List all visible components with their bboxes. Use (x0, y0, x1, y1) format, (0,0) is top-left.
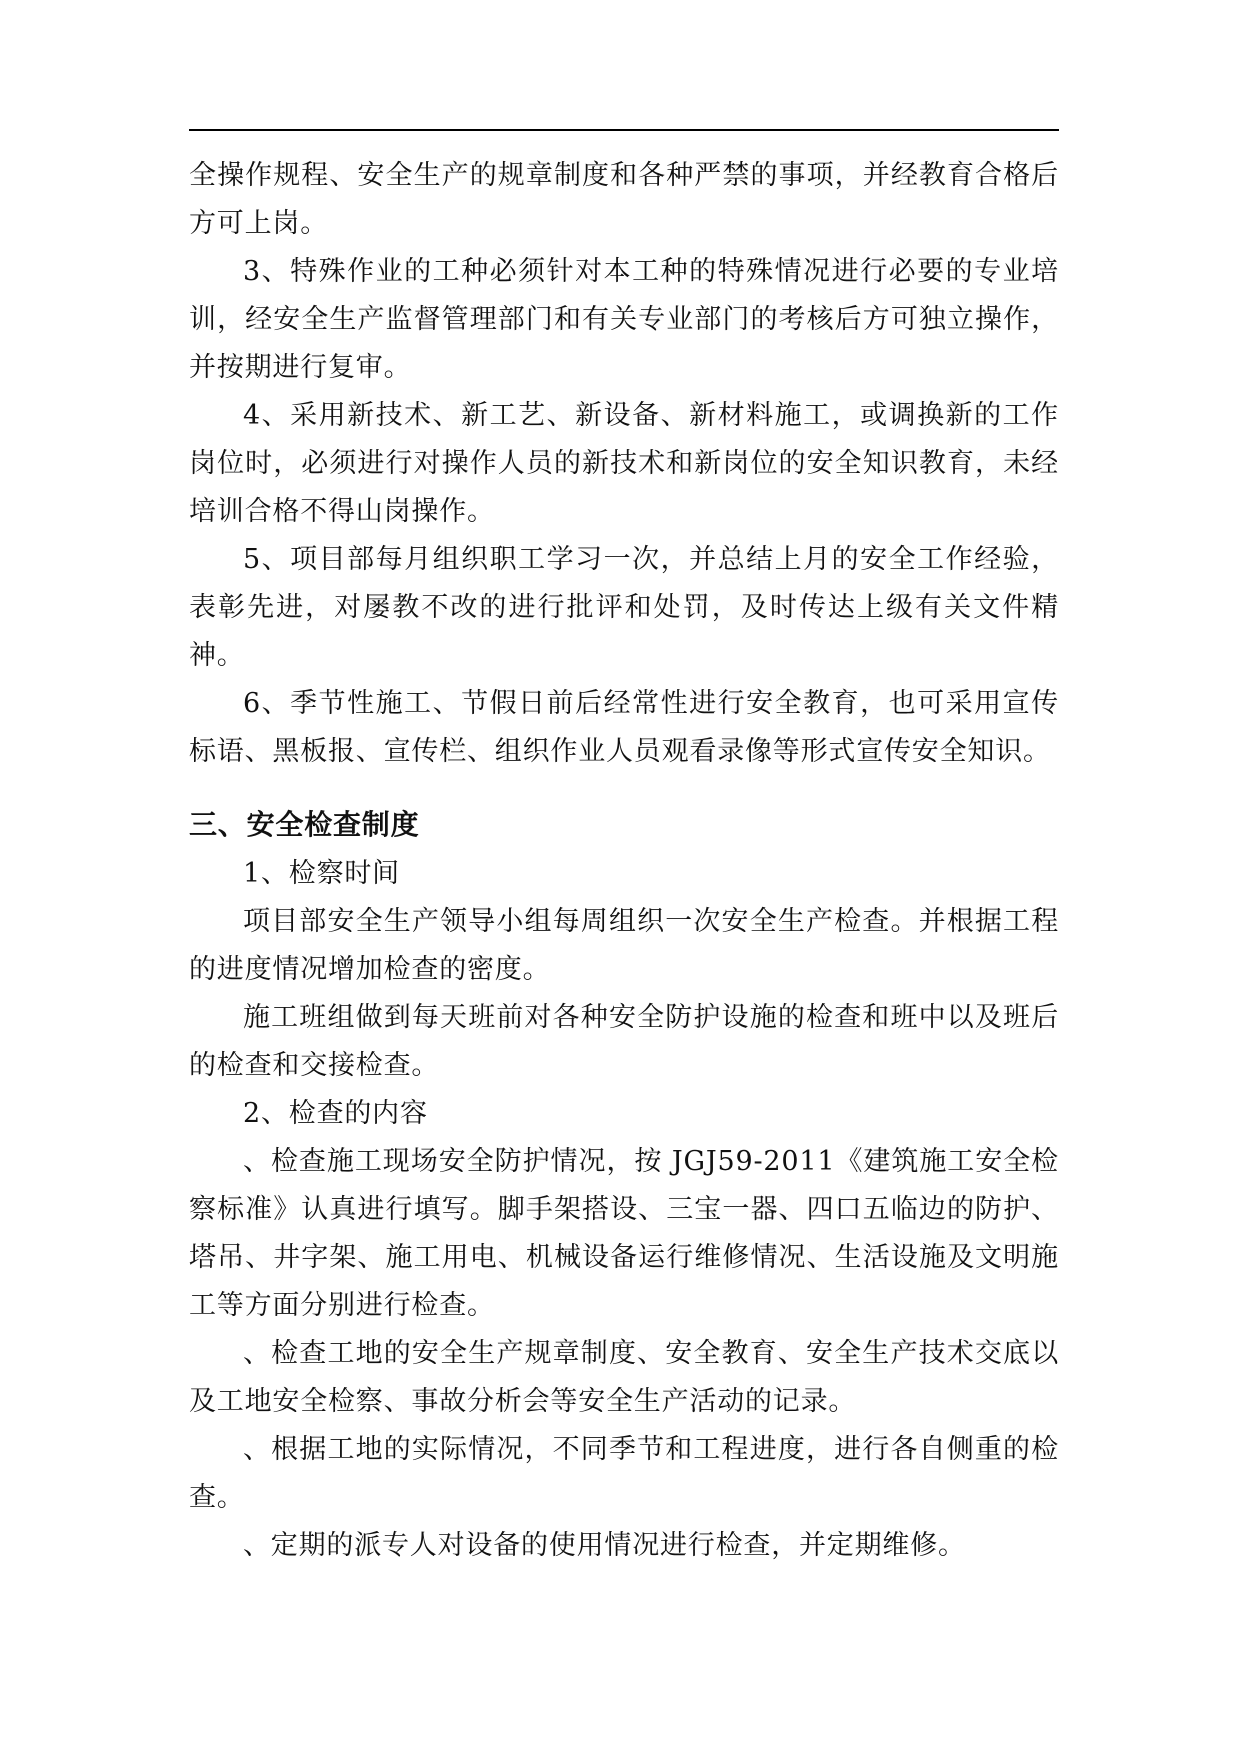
paragraph-item-3: 3、特殊作业的工种必须针对本工种的特殊情况进行必要的专业培训，经安全生产监督管理部门和有关专业部门的考核后方可独立操作，并按期进行复审。 (189, 256, 1059, 383)
paragraph-content-2: 、检查工地的安全生产规章制度、安全教育、安全生产技术交底以及工地安全检察、事故分析会等安全生产活动的记录。 (189, 1338, 1059, 1417)
paragraph-team-inspection: 施工班组做到每天班前对各种安全防护设施的检查和班中以及班后的检查和交接检查。 (189, 1002, 1059, 1081)
paragraph-item-5: 5、项目部每月组织职工学习一次，并总结上月的安全工作经验，表彰先进，对屡教不改的进行批评和处罚，及时传达上级有关文件精神。 (189, 544, 1059, 671)
paragraph-item-6: 6、季节性施工、节假日前后经常性进行安全教育，也可采用宣传标语、黑板报、宣传栏、组织作业人员观看录像等形式宣传安全知识。 (189, 688, 1059, 767)
subsection-title-inspection-content: 2、检查的内容 (243, 1098, 428, 1129)
paragraph-content-4: 、定期的派专人对设备的使用情况进行检查，并定期维修。 (243, 1530, 966, 1561)
section-heading: 三、安全检查制度 (189, 808, 420, 841)
paragraph-content-1: 、检查施工现场安全防护情况，按 JGJ59-2011《建筑施工安全检察标准》认真进行填写。脚手架搭设、三宝一器、四口五临边的防护、塔吊、井字架、施工用电、机械设备运行维修情况、生活设施及文明施工等方面分别进行检查。 (189, 1146, 1059, 1321)
subsection-title-inspection-time: 1、检察时间 (243, 858, 400, 889)
paragraph-weekly-inspection: 项目部安全生产领导小组每周组织一次安全生产检查。并根据工程的进度情况增加检查的密度。 (189, 906, 1059, 985)
header-rule (189, 129, 1059, 131)
paragraph-item-4: 4、采用新技术、新工艺、新设备、新材料施工，或调换新的工作岗位时，必须进行对操作人员的新技术和新岗位的安全知识教育，未经培训合格不得山岗操作。 (189, 400, 1059, 527)
document-body (189, 152, 1059, 1570)
paragraph-continued: 全操作规程、安全生产的规章制度和各种严禁的事项，并经教育合格后方可上岗。 (189, 160, 1059, 239)
paragraph-content-3: 、根据工地的实际情况，不同季节和工程进度，进行各自侧重的检查。 (189, 1434, 1059, 1513)
